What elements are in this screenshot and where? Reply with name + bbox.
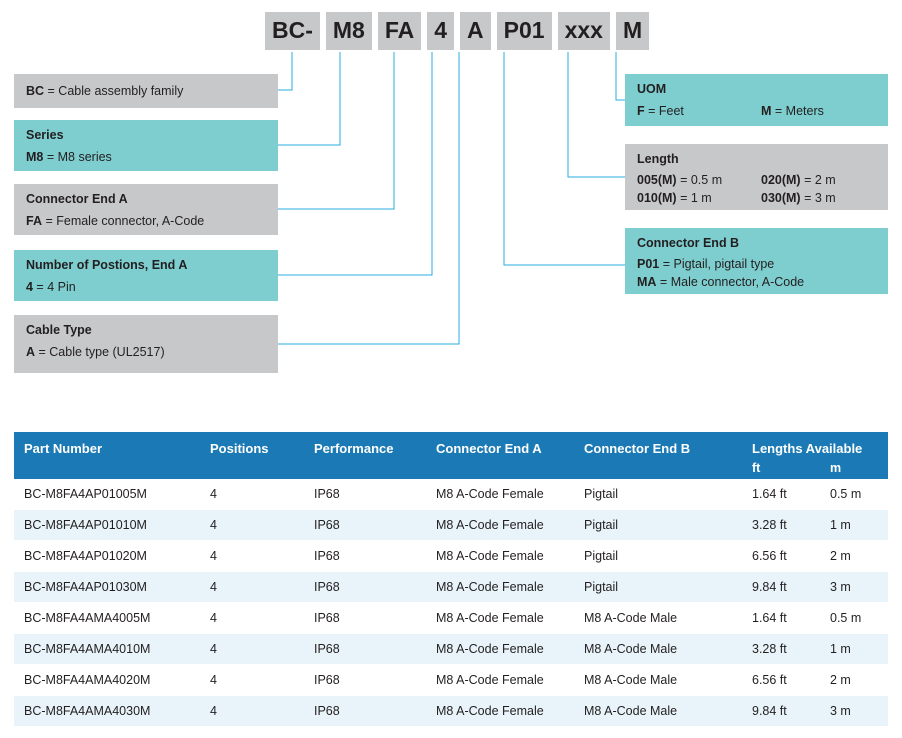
cell-positions: 4 xyxy=(200,572,304,603)
table-row xyxy=(14,634,888,665)
length-030-desc: = 3 m xyxy=(800,190,836,205)
part-number-table xyxy=(14,432,888,727)
cell-positions: 4 xyxy=(200,510,304,541)
part-number-code-row xyxy=(265,12,649,50)
cell-connector-end-b: M8 A-Code Male xyxy=(574,696,742,727)
callout-series xyxy=(14,120,278,171)
code-segment-a: A xyxy=(460,12,491,50)
callout-connector-end-b xyxy=(625,228,888,294)
cell-performance: IP68 xyxy=(304,541,426,572)
callout-cable-assembly-family xyxy=(14,74,278,108)
cell-positions: 4 xyxy=(200,665,304,696)
code-segment-m: M xyxy=(616,12,649,50)
cell-length-m: 1 m xyxy=(820,634,888,665)
cell-performance: IP68 xyxy=(304,510,426,541)
table-row xyxy=(14,510,888,541)
column-header-positions: Positions xyxy=(200,432,304,479)
callout-cable-type xyxy=(14,315,278,373)
cell-length-m: 2 m xyxy=(820,665,888,696)
cell-length-m: 3 m xyxy=(820,572,888,603)
cell-connector-end-a: M8 A-Code Female xyxy=(426,603,574,634)
cell-connector-end-b: Pigtail xyxy=(574,572,742,603)
cell-positions: 4 xyxy=(200,696,304,727)
series-code: M8 xyxy=(26,149,44,164)
length-030-code: 030(M) xyxy=(761,190,801,205)
table-row xyxy=(14,665,888,696)
cable-type-desc: = Cable type (UL2517) xyxy=(35,344,165,359)
column-header-performance: Performance xyxy=(304,432,426,479)
cell-part-number: BC-M8FA4AMA4020M xyxy=(14,665,200,696)
cell-length-ft: 9.84 ft xyxy=(742,572,820,603)
cell-connector-end-b: M8 A-Code Male xyxy=(574,665,742,696)
code-segment-xxx: xxx xyxy=(558,12,610,50)
table-row xyxy=(14,479,888,510)
cell-connector-end-a: M8 A-Code Female xyxy=(426,572,574,603)
parts-table xyxy=(14,432,888,727)
connector-end-a-title: Connector End A xyxy=(26,192,128,206)
connector-end-a-desc: = Female connector, A-Code xyxy=(41,213,205,228)
cell-performance: IP68 xyxy=(304,634,426,665)
positions-desc: = 4 Pin xyxy=(32,279,76,294)
positions-title: Number of Postions, End A xyxy=(26,258,188,272)
table-row xyxy=(14,541,888,572)
cell-performance: IP68 xyxy=(304,572,426,603)
code-segment-bc: BC- xyxy=(265,12,320,50)
cell-length-ft: 6.56 ft xyxy=(742,665,820,696)
cell-part-number: BC-M8FA4AP01020M xyxy=(14,541,200,572)
cell-length-m: 3 m xyxy=(820,696,888,727)
connector-end-b-p01-code: P01 xyxy=(637,256,660,271)
length-020-desc: = 2 m xyxy=(800,172,836,187)
cell-length-ft: 6.56 ft xyxy=(742,541,820,572)
cell-performance: IP68 xyxy=(304,696,426,727)
callout-length xyxy=(625,144,888,210)
cell-positions: 4 xyxy=(200,603,304,634)
length-010-code: 010(M) xyxy=(637,190,677,205)
cell-connector-end-a: M8 A-Code Female xyxy=(426,510,574,541)
family-desc: = Cable assembly family xyxy=(44,84,184,98)
code-segment-fa: FA xyxy=(378,12,421,50)
cell-connector-end-a: M8 A-Code Female xyxy=(426,634,574,665)
table-row xyxy=(14,572,888,603)
cell-positions: 4 xyxy=(200,479,304,510)
cell-connector-end-b: M8 A-Code Male xyxy=(574,634,742,665)
length-005-desc: = 0.5 m xyxy=(676,172,723,187)
cell-part-number: BC-M8FA4AMA4005M xyxy=(14,603,200,634)
lengths-m-label: m xyxy=(830,461,842,475)
cell-positions: 4 xyxy=(200,634,304,665)
cell-connector-end-b: Pigtail xyxy=(574,510,742,541)
connector-end-b-ma-desc: = Male connector, A-Code xyxy=(656,274,805,289)
cell-length-ft: 3.28 ft xyxy=(742,510,820,541)
series-desc: = M8 series xyxy=(43,149,112,164)
cell-performance: IP68 xyxy=(304,479,426,510)
uom-meters-desc: = Meters xyxy=(771,103,824,118)
uom-meters-code: M xyxy=(761,103,772,118)
cell-length-ft: 9.84 ft xyxy=(742,696,820,727)
cell-connector-end-a: M8 A-Code Female xyxy=(426,696,574,727)
table-header-row xyxy=(14,432,888,479)
length-005-code: 005(M) xyxy=(637,172,677,187)
callout-number-of-positions xyxy=(14,250,278,301)
cell-performance: IP68 xyxy=(304,665,426,696)
cell-connector-end-b: M8 A-Code Male xyxy=(574,603,742,634)
column-header-part-number: Part Number xyxy=(14,432,200,479)
lengths-available-label: Lengths Available xyxy=(752,441,863,456)
cell-length-ft: 3.28 ft xyxy=(742,634,820,665)
connector-end-b-title: Connector End B xyxy=(637,236,740,250)
family-code: BC xyxy=(26,84,45,98)
cell-length-m: 1 m xyxy=(820,510,888,541)
positions-code: 4 xyxy=(26,279,33,294)
cable-type-code: A xyxy=(26,344,36,359)
code-segment-4: 4 xyxy=(427,12,454,50)
table-row xyxy=(14,696,888,727)
cell-part-number: BC-M8FA4AMA4030M xyxy=(14,696,200,727)
length-010-desc: = 1 m xyxy=(676,190,712,205)
cell-length-m: 2 m xyxy=(820,541,888,572)
cell-connector-end-a: M8 A-Code Female xyxy=(426,541,574,572)
uom-title: UOM xyxy=(637,82,667,96)
cell-length-ft: 1.64 ft xyxy=(742,479,820,510)
table-header xyxy=(14,432,888,479)
length-title: Length xyxy=(637,152,679,166)
uom-feet-desc: = Feet xyxy=(644,103,684,118)
column-header-lengths-available xyxy=(742,432,888,479)
uom-feet-code: F xyxy=(637,103,645,118)
cell-part-number: BC-M8FA4AP01030M xyxy=(14,572,200,603)
cell-connector-end-a: M8 A-Code Female xyxy=(426,665,574,696)
cell-part-number: BC-M8FA4AMA4010M xyxy=(14,634,200,665)
series-title: Series xyxy=(26,128,64,142)
table-body xyxy=(14,479,888,727)
cell-performance: IP68 xyxy=(304,603,426,634)
connector-end-a-code: FA xyxy=(26,213,42,228)
lengths-ft-label: ft xyxy=(752,461,761,475)
column-header-connector-end-a: Connector End A xyxy=(426,432,574,479)
cell-positions: 4 xyxy=(200,541,304,572)
cable-type-title: Cable Type xyxy=(26,323,92,337)
connector-end-b-ma-code: MA xyxy=(637,274,657,289)
cell-part-number: BC-M8FA4AP01005M xyxy=(14,479,200,510)
code-segment-p01: P01 xyxy=(497,12,552,50)
cell-length-ft: 1.64 ft xyxy=(742,603,820,634)
callout-uom xyxy=(625,74,888,126)
column-header-connector-end-b: Connector End B xyxy=(574,432,742,479)
code-segment-m8: M8 xyxy=(326,12,372,50)
cell-length-m: 0.5 m xyxy=(820,603,888,634)
callout-connector-end-a xyxy=(14,184,278,235)
cell-part-number: BC-M8FA4AP01010M xyxy=(14,510,200,541)
table-row xyxy=(14,603,888,634)
connector-end-b-p01-desc: = Pigtail, pigtail type xyxy=(659,256,775,271)
cell-length-m: 0.5 m xyxy=(820,479,888,510)
cell-connector-end-b: Pigtail xyxy=(574,541,742,572)
cell-connector-end-b: Pigtail xyxy=(574,479,742,510)
length-020-code: 020(M) xyxy=(761,172,801,187)
cell-connector-end-a: M8 A-Code Female xyxy=(426,479,574,510)
